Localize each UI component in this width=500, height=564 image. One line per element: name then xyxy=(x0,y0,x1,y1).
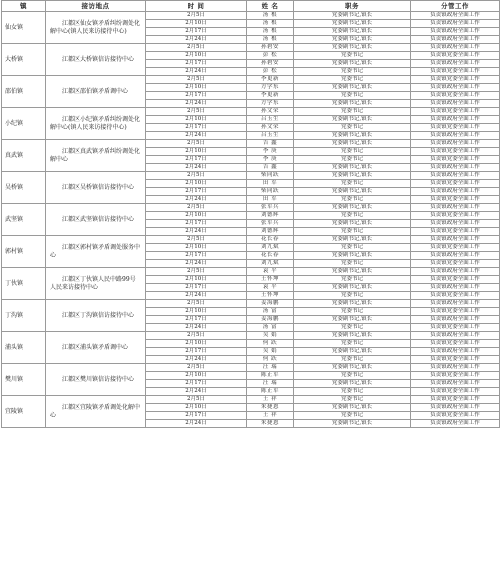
work-cell: 负责镇政府全面工作 xyxy=(411,300,500,308)
work-cell: 负责镇政府全面工作 xyxy=(411,132,500,140)
person-name-cell: 柴同跃 xyxy=(247,188,294,196)
work-cell: 负责镇党委全面工作 xyxy=(411,292,500,300)
table-row xyxy=(2,300,500,308)
time-cell: 2月24日 xyxy=(146,164,247,172)
post-cell: 党委书记 xyxy=(294,148,411,156)
work-cell: 负责镇党委全面工作 xyxy=(411,76,500,84)
post-cell: 党委副书记,镇长 xyxy=(294,220,411,228)
time-cell: 2月5日 xyxy=(146,332,247,340)
work-cell: 负责镇党委全面工作 xyxy=(411,92,500,100)
reception-place-cell xyxy=(46,204,146,236)
work-cell: 负责镇政府全面工作 xyxy=(411,12,500,20)
table-row xyxy=(2,332,500,340)
work-cell: 负责镇政府全面工作 xyxy=(411,252,500,260)
time-cell: 2月10日 xyxy=(146,20,247,28)
post-cell: 党委书记 xyxy=(294,212,411,220)
time-cell: 2月24日 xyxy=(146,388,247,396)
work-cell: 负责镇政府全面工作 xyxy=(411,172,500,180)
reception-place-cell xyxy=(46,300,146,332)
person-name-cell: 柴同跃 xyxy=(247,172,294,180)
person-name-cell: 方学东 xyxy=(247,100,294,108)
reception-schedule-sheet xyxy=(1,0,499,428)
time-cell: 2月17日 xyxy=(146,252,247,260)
reception-place-text: 江都区邵伯镇矛盾调中心 xyxy=(62,87,129,95)
town-cell: 宜陵镇 xyxy=(2,396,46,428)
work-cell: 负责镇政府全面工作 xyxy=(411,348,500,356)
work-cell: 负责镇党委全面工作 xyxy=(411,68,500,76)
post-cell: 党委书记 xyxy=(294,308,411,316)
work-cell: 负责镇政府全面工作 xyxy=(411,188,500,196)
post-cell: 党委副书记,镇长 xyxy=(294,404,411,412)
time-cell: 2月17日 xyxy=(146,284,247,292)
reception-place-cell xyxy=(46,332,146,364)
work-cell: 负责镇党委全面工作 xyxy=(411,148,500,156)
town-cell: 浦头镇 xyxy=(2,332,46,364)
reception-place-text: 江都区仙女镇矛盾纠纷调处化解中心(镇人民来访接待中心) xyxy=(50,20,141,35)
time-cell: 2月17日 xyxy=(146,156,247,164)
person-name-cell: 刘九斌 xyxy=(247,244,294,252)
town-cell: 小纪镇 xyxy=(2,108,46,140)
reception-place-cell xyxy=(46,76,146,108)
work-cell: 负责镇党委全面工作 xyxy=(411,308,500,316)
time-cell: 2月10日 xyxy=(146,84,247,92)
time-cell: 2月10日 xyxy=(146,404,247,412)
post-cell: 党委副书记,镇长 xyxy=(294,284,411,292)
person-name-cell: 田 军 xyxy=(247,196,294,204)
reception-place-text: 江都区宜陵镇矛盾调处化解中心 xyxy=(50,404,141,419)
person-name-cell: 吕玉生 xyxy=(247,116,294,124)
post-cell: 党委副书记,镇长 xyxy=(294,332,411,340)
work-cell: 负责镇党委全面工作 xyxy=(411,388,500,396)
post-cell: 党委副书记,镇长 xyxy=(294,12,411,20)
time-cell: 2月10日 xyxy=(146,212,247,220)
town-cell: 武坚镇 xyxy=(2,204,46,236)
town-cell: 吴桥镇 xyxy=(2,172,46,204)
header-place: 接访地点 xyxy=(46,1,146,12)
person-name-cell: 汤 根 xyxy=(247,28,294,36)
work-cell: 负责镇政府全面工作 xyxy=(411,380,500,388)
reception-place-cell xyxy=(46,108,146,140)
reception-place-text: 江都区郭村镇矛盾调处服务中心 xyxy=(50,244,141,259)
header-town: 镇 xyxy=(2,1,46,12)
work-cell: 负责镇党委全面工作 xyxy=(411,196,500,204)
time-cell: 2月17日 xyxy=(146,124,247,132)
table-row xyxy=(2,44,500,52)
person-name-cell: 汤 富 xyxy=(247,308,294,316)
work-cell: 负责镇政府全面工作 xyxy=(411,20,500,28)
time-cell: 2月10日 xyxy=(146,180,247,188)
person-name-cell: 花长春 xyxy=(247,252,294,260)
table-header-row xyxy=(2,1,500,12)
work-cell: 负责镇政府全面工作 xyxy=(411,164,500,172)
work-cell: 负责镇政府全面工作 xyxy=(411,284,500,292)
reception-place-text: 江都区丁伙镇人民中路99号人民来访接待中心 xyxy=(50,276,136,291)
header-post: 职务 xyxy=(294,1,411,12)
person-name-cell: 孙碧安 xyxy=(247,60,294,68)
work-cell: 负责镇党委全面工作 xyxy=(411,324,500,332)
reception-place-cell xyxy=(46,140,146,172)
person-name-cell: 陈正军 xyxy=(247,388,294,396)
person-name-cell: 何 跃 xyxy=(247,340,294,348)
town-cell: 郭村镇 xyxy=(2,236,46,268)
post-cell: 党委副书记,镇长 xyxy=(294,132,411,140)
table-row xyxy=(2,236,500,244)
post-cell: 党委书记 xyxy=(294,340,411,348)
person-name-cell: 汤 根 xyxy=(247,36,294,44)
post-cell: 党委副书记,镇长 xyxy=(294,188,411,196)
post-cell: 党委书记 xyxy=(294,228,411,236)
time-cell: 2月24日 xyxy=(146,36,247,44)
table-row xyxy=(2,268,500,276)
person-name-cell: 孙碧安 xyxy=(247,44,294,52)
person-name-cell: 李更新 xyxy=(247,76,294,84)
person-name-cell: 李 庚 xyxy=(247,156,294,164)
table-row xyxy=(2,140,500,148)
time-cell: 2月10日 xyxy=(146,116,247,124)
town-cell: 樊川镇 xyxy=(2,364,46,396)
person-name-cell: 彭 松 xyxy=(247,52,294,60)
person-name-cell: 王 祥 xyxy=(247,396,294,404)
time-cell: 2月5日 xyxy=(146,76,247,84)
reception-place-cell xyxy=(46,172,146,204)
post-cell: 党委副书记,镇长 xyxy=(294,252,411,260)
table-row xyxy=(2,364,500,372)
work-cell: 负责镇政府全面工作 xyxy=(411,204,500,212)
work-cell: 负责镇党委全面工作 xyxy=(411,260,500,268)
post-cell: 党委副书记,镇长 xyxy=(294,300,411,308)
post-cell: 党委副书记,镇长 xyxy=(294,380,411,388)
post-cell: 党委书记 xyxy=(294,292,411,300)
table-row xyxy=(2,204,500,212)
reception-place-text: 江都区丁沟镇信访接待中心 xyxy=(62,311,135,319)
town-cell: 邵伯镇 xyxy=(2,76,46,108)
reception-place-text: 江都区大桥镇信访接待中心 xyxy=(62,55,135,63)
post-cell: 党委书记 xyxy=(294,124,411,132)
reception-place-text: 江都区小纪镇矛盾纠纷调处化解中心(镇人民来访接待中心) xyxy=(50,116,141,131)
time-cell: 2月24日 xyxy=(146,324,247,332)
work-cell: 负责镇政府全面工作 xyxy=(411,364,500,372)
time-cell: 2月17日 xyxy=(146,412,247,420)
town-cell: 仙女镇 xyxy=(2,12,46,44)
person-name-cell: 何 跃 xyxy=(247,356,294,364)
person-name-cell: 刘德辉 xyxy=(247,228,294,236)
work-cell: 负责镇党委全面工作 xyxy=(411,180,500,188)
work-cell: 负责镇党委全面工作 xyxy=(411,108,500,116)
work-cell: 负责镇政府全面工作 xyxy=(411,316,500,324)
post-cell: 党委副书记,镇长 xyxy=(294,364,411,372)
person-name-cell: 孙文荣 xyxy=(247,108,294,116)
work-cell: 负责镇党委全面工作 xyxy=(411,412,500,420)
person-name-cell: 张军兵 xyxy=(247,220,294,228)
time-cell: 2月5日 xyxy=(146,12,247,20)
person-name-cell: 姜海鹏 xyxy=(247,300,294,308)
person-name-cell: 汪 瑞 xyxy=(247,380,294,388)
town-cell: 真武镇 xyxy=(2,140,46,172)
table-row xyxy=(2,76,500,84)
work-cell: 负责镇政府全面工作 xyxy=(411,140,500,148)
person-name-cell: 刘九斌 xyxy=(247,260,294,268)
time-cell: 2月10日 xyxy=(146,52,247,60)
post-cell: 党委副书记,镇长 xyxy=(294,100,411,108)
person-name-cell: 刘德辉 xyxy=(247,212,294,220)
time-cell: 2月17日 xyxy=(146,92,247,100)
time-cell: 2月10日 xyxy=(146,340,247,348)
post-cell: 党委副书记,镇长 xyxy=(294,28,411,36)
post-cell: 党委书记 xyxy=(294,372,411,380)
town-cell: 丁伙镇 xyxy=(2,268,46,300)
post-cell: 党委副书记,镇长 xyxy=(294,348,411,356)
time-cell: 2月5日 xyxy=(146,140,247,148)
work-cell: 负责镇党委全面工作 xyxy=(411,356,500,364)
time-cell: 2月17日 xyxy=(146,220,247,228)
time-cell: 2月24日 xyxy=(146,260,247,268)
header-work: 分管工作 xyxy=(411,1,500,12)
time-cell: 2月17日 xyxy=(146,60,247,68)
time-cell: 2月24日 xyxy=(146,356,247,364)
work-cell: 负责镇政府全面工作 xyxy=(411,236,500,244)
person-name-cell: 吕玉生 xyxy=(247,132,294,140)
town-cell: 大桥镇 xyxy=(2,44,46,76)
time-cell: 2月5日 xyxy=(146,364,247,372)
work-cell: 负责镇政府全面工作 xyxy=(411,220,500,228)
time-cell: 2月17日 xyxy=(146,28,247,36)
post-cell: 党委书记 xyxy=(294,356,411,364)
work-cell: 负责镇党委全面工作 xyxy=(411,156,500,164)
time-cell: 2月17日 xyxy=(146,380,247,388)
reception-place-cell xyxy=(46,12,146,44)
post-cell: 党委书记 xyxy=(294,388,411,396)
table-row xyxy=(2,12,500,20)
person-name-cell: 花长春 xyxy=(247,236,294,244)
time-cell: 2月5日 xyxy=(146,268,247,276)
post-cell: 党委书记 xyxy=(294,244,411,252)
reception-place-cell xyxy=(46,236,146,268)
post-cell: 党委书记 xyxy=(294,108,411,116)
post-cell: 党委书记 xyxy=(294,68,411,76)
time-cell: 2月10日 xyxy=(146,148,247,156)
post-cell: 党委副书记,镇长 xyxy=(294,20,411,28)
post-cell: 党委副书记,镇长 xyxy=(294,36,411,44)
work-cell: 负责镇政府全面工作 xyxy=(411,332,500,340)
person-name-cell: 田 军 xyxy=(247,180,294,188)
reception-place-text: 江都区武坚镇信访接待中心 xyxy=(62,215,135,223)
post-cell: 党委副书记,镇长 xyxy=(294,268,411,276)
person-name-cell: 方学东 xyxy=(247,84,294,92)
person-name-cell: 王 祥 xyxy=(247,412,294,420)
person-name-cell: 朱捷恩 xyxy=(247,404,294,412)
post-cell: 党委书记 xyxy=(294,276,411,284)
post-cell: 党委书记 xyxy=(294,396,411,404)
reception-place-cell xyxy=(46,364,146,396)
person-name-cell: 汪 瑞 xyxy=(247,364,294,372)
work-cell: 负责镇政府全面工作 xyxy=(411,28,500,36)
post-cell: 党委书记 xyxy=(294,412,411,420)
time-cell: 2月17日 xyxy=(146,316,247,324)
work-cell: 负责镇政府全面工作 xyxy=(411,116,500,124)
post-cell: 党委书记 xyxy=(294,196,411,204)
post-cell: 党委副书记,镇长 xyxy=(294,316,411,324)
header-name: 姓 名 xyxy=(247,1,294,12)
time-cell: 2月17日 xyxy=(146,348,247,356)
person-name-cell: 姜海鹏 xyxy=(247,316,294,324)
work-cell: 负责镇党委全面工作 xyxy=(411,124,500,132)
work-cell: 负责镇党委全面工作 xyxy=(411,228,500,236)
reception-schedule-table xyxy=(1,0,500,428)
person-name-cell: 汤 富 xyxy=(247,324,294,332)
time-cell: 2月5日 xyxy=(146,172,247,180)
post-cell: 党委书记 xyxy=(294,180,411,188)
post-cell: 党委副书记,镇长 xyxy=(294,116,411,124)
time-cell: 2月10日 xyxy=(146,372,247,380)
reception-place-cell xyxy=(46,396,146,428)
work-cell: 负责镇党委全面工作 xyxy=(411,244,500,252)
post-cell: 党委副书记,镇长 xyxy=(294,164,411,172)
post-cell: 党委副书记,镇长 xyxy=(294,236,411,244)
table-row xyxy=(2,108,500,116)
post-cell: 党委副书记,镇长 xyxy=(294,204,411,212)
reception-place-text: 江都区真武镇矛盾纠纷调处化解中心 xyxy=(50,148,141,163)
work-cell: 负责镇党委全面工作 xyxy=(411,372,500,380)
time-cell: 2月24日 xyxy=(146,292,247,300)
post-cell: 党委书记 xyxy=(294,52,411,60)
time-cell: 2月24日 xyxy=(146,228,247,236)
time-cell: 2月24日 xyxy=(146,420,247,428)
person-name-cell: 李 庚 xyxy=(247,148,294,156)
person-name-cell: 彭 松 xyxy=(247,68,294,76)
person-name-cell: 陈正军 xyxy=(247,372,294,380)
work-cell: 负责镇政府全面工作 xyxy=(411,100,500,108)
reception-place-text: 江都区樊川镇信访接待中心 xyxy=(62,375,135,383)
post-cell: 党委书记 xyxy=(294,156,411,164)
post-cell: 党委副书记,镇长 xyxy=(294,84,411,92)
person-name-cell: 汤 根 xyxy=(247,20,294,28)
post-cell: 党委书记 xyxy=(294,324,411,332)
work-cell: 负责镇党委全面工作 xyxy=(411,396,500,404)
person-name-cell: 袁 平 xyxy=(247,284,294,292)
time-cell: 2月5日 xyxy=(146,44,247,52)
time-cell: 2月5日 xyxy=(146,236,247,244)
person-name-cell: 袁 平 xyxy=(247,268,294,276)
work-cell: 负责镇党委全面工作 xyxy=(411,52,500,60)
table-row xyxy=(2,396,500,404)
work-cell: 负责镇政府全面工作 xyxy=(411,420,500,428)
town-cell: 丁沟镇 xyxy=(2,300,46,332)
work-cell: 负责镇政府全面工作 xyxy=(411,44,500,52)
header-time: 时 间 xyxy=(146,1,247,12)
table-row xyxy=(2,172,500,180)
work-cell: 负责镇党委全面工作 xyxy=(411,276,500,284)
person-name-cell: 吴 娟 xyxy=(247,348,294,356)
post-cell: 党委副书记,镇长 xyxy=(294,420,411,428)
time-cell: 2月10日 xyxy=(146,276,247,284)
time-cell: 2月5日 xyxy=(146,204,247,212)
post-cell: 党委副书记,镇长 xyxy=(294,60,411,68)
post-cell: 党委书记 xyxy=(294,92,411,100)
person-name-cell: 汤 根 xyxy=(247,12,294,20)
person-name-cell: 吉 鑫 xyxy=(247,140,294,148)
person-name-cell: 王怀坤 xyxy=(247,292,294,300)
work-cell: 负责镇政府全面工作 xyxy=(411,60,500,68)
time-cell: 2月24日 xyxy=(146,132,247,140)
post-cell: 党委书记 xyxy=(294,260,411,268)
time-cell: 2月10日 xyxy=(146,244,247,252)
post-cell: 党委副书记,镇长 xyxy=(294,44,411,52)
time-cell: 2月24日 xyxy=(146,100,247,108)
work-cell: 负责镇政府全面工作 xyxy=(411,36,500,44)
time-cell: 2月24日 xyxy=(146,68,247,76)
reception-place-text: 江都区吴桥镇信访接待中心 xyxy=(62,183,135,191)
person-name-cell: 吴 娟 xyxy=(247,332,294,340)
time-cell: 2月24日 xyxy=(146,196,247,204)
time-cell: 2月5日 xyxy=(146,108,247,116)
time-cell: 2月5日 xyxy=(146,396,247,404)
person-name-cell: 张军兵 xyxy=(247,204,294,212)
reception-place-cell xyxy=(46,268,146,300)
work-cell: 负责镇政府全面工作 xyxy=(411,404,500,412)
work-cell: 负责镇政府全面工作 xyxy=(411,268,500,276)
work-cell: 负责镇政府全面工作 xyxy=(411,84,500,92)
person-name-cell: 孙文荣 xyxy=(247,124,294,132)
post-cell: 党委副书记,镇长 xyxy=(294,172,411,180)
work-cell: 负责镇党委全面工作 xyxy=(411,212,500,220)
time-cell: 2月10日 xyxy=(146,308,247,316)
post-cell: 党委书记 xyxy=(294,76,411,84)
reception-place-text: 江都区浦头镇矛盾调中心 xyxy=(62,343,129,351)
person-name-cell: 吉 鑫 xyxy=(247,164,294,172)
post-cell: 党委副书记,镇长 xyxy=(294,140,411,148)
time-cell: 2月5日 xyxy=(146,300,247,308)
person-name-cell: 王怀坤 xyxy=(247,276,294,284)
person-name-cell: 朱捷恩 xyxy=(247,420,294,428)
person-name-cell: 李更新 xyxy=(247,92,294,100)
table-body xyxy=(2,12,500,428)
work-cell: 负责镇党委全面工作 xyxy=(411,340,500,348)
time-cell: 2月17日 xyxy=(146,188,247,196)
reception-place-cell xyxy=(46,44,146,76)
